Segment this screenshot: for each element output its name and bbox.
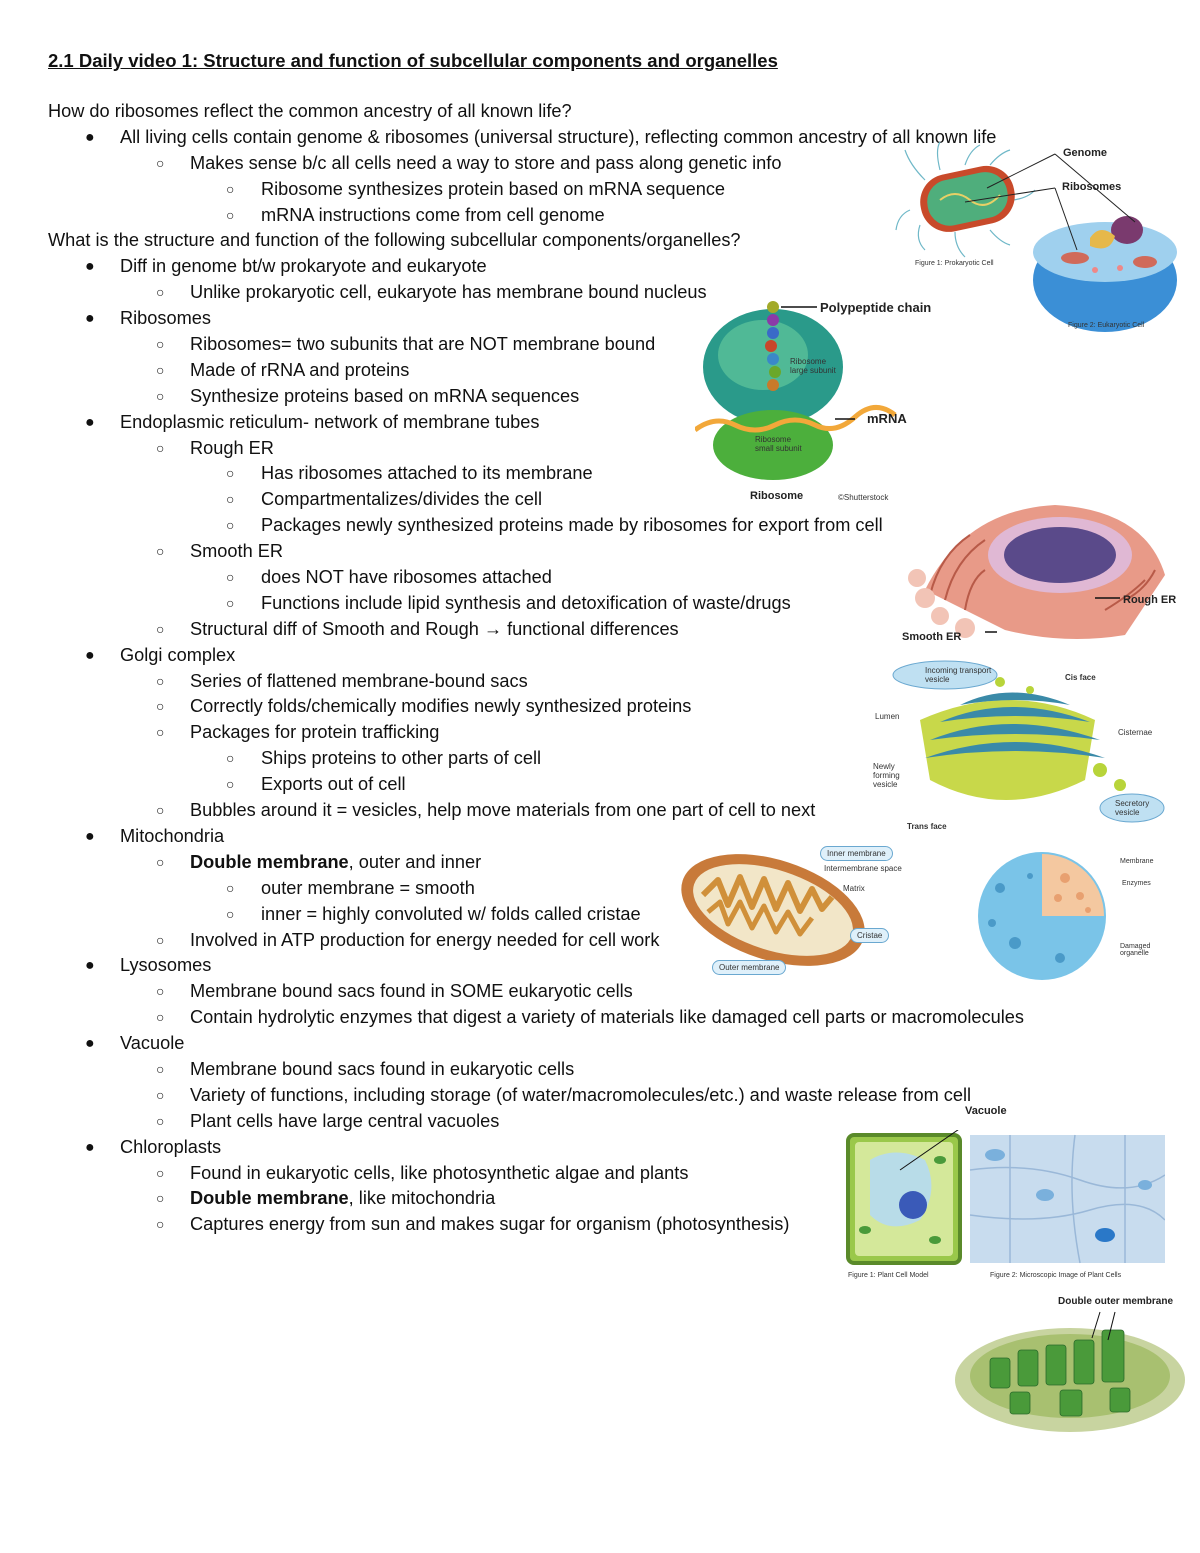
plant-cell-figure xyxy=(845,1130,1165,1270)
line-text: , outer and inner xyxy=(348,851,482,872)
lysosome-figure xyxy=(970,848,1120,983)
line-text: Smooth ER xyxy=(190,541,283,562)
mrna-label: mRNA xyxy=(867,411,907,426)
secretory-vesicle-label: Secretory vesicle xyxy=(1115,799,1150,817)
filled-bullet-marker: ● xyxy=(85,413,95,431)
cis-face-label: Cis face xyxy=(1065,673,1096,682)
line-text: Membrane bound sacs found in SOME eukaryotic cells xyxy=(190,981,633,1002)
filled-bullet-marker: ● xyxy=(85,310,95,328)
cells-figure xyxy=(895,140,1200,335)
trans-face-label: Trans face xyxy=(907,822,947,831)
hollow-bullet-marker: ○ xyxy=(156,698,165,715)
line-text: Endoplasmic reticulum- network of membrane tubes xyxy=(120,411,540,432)
bullet-level-1 xyxy=(48,1031,1158,1057)
rough-er-label: Rough ER xyxy=(1123,594,1177,606)
ribosomes-label: Ribosomes xyxy=(1062,181,1122,193)
line-text: inner = highly convoluted w/ folds called cristae xyxy=(261,903,641,924)
hollow-bullet-marker: ○ xyxy=(156,620,165,637)
line-text: Synthesize proteins based on mRNA sequences xyxy=(190,385,580,406)
bold-term: Double membrane xyxy=(190,851,349,872)
newly-forming-vesicle-label: Newly forming vesicle xyxy=(873,762,900,789)
hollow-bullet-marker: ○ xyxy=(226,491,235,508)
incoming-vesicle-label: Incoming transport vesicle xyxy=(925,666,992,684)
prokaryotic-cell-illustration xyxy=(896,142,1035,257)
hollow-bullet-marker: ○ xyxy=(156,1009,165,1026)
ribosome-credit-label: ©Shutterstock xyxy=(838,493,889,502)
chloroplast-figure xyxy=(950,1300,1200,1440)
filled-bullet-marker: ● xyxy=(85,827,95,845)
line-text: Packages newly synthesized proteins made by ribosomes for export from cell xyxy=(261,515,883,536)
line-text: Plant cells have large central vacuoles xyxy=(190,1110,500,1131)
line-text: Chloroplasts xyxy=(120,1136,222,1157)
hollow-bullet-marker: ○ xyxy=(156,361,165,378)
matrix-label: Matrix xyxy=(843,884,865,893)
hollow-bullet-marker: ○ xyxy=(226,879,235,896)
hollow-bullet-marker: ○ xyxy=(226,905,235,922)
hollow-bullet-marker: ○ xyxy=(226,180,235,197)
bullet-level-3 xyxy=(48,461,1158,487)
filled-bullet-marker: ● xyxy=(85,1035,95,1053)
bullet-level-1 xyxy=(48,410,1158,436)
eukaryotic-cell-illustration xyxy=(1033,216,1177,332)
hollow-bullet-marker: ○ xyxy=(156,154,165,171)
bullet-level-2 xyxy=(48,1005,1158,1031)
double-outer-membrane-label: Double outer membrane xyxy=(1058,1296,1174,1307)
polypeptide-chain-label: Polypeptide chain xyxy=(820,300,932,315)
line-text: Captures energy from sun and makes sugar for organism (photosynthesis) xyxy=(190,1214,790,1235)
line-text: Lysosomes xyxy=(120,955,212,976)
line-text: Makes sense b/c all cells need a way to store and pass along genetic info xyxy=(190,152,782,173)
hollow-bullet-marker: ○ xyxy=(156,439,165,456)
line-text: Ribosome synthesizes protein based on mRNA sequence xyxy=(261,178,726,199)
ribosome-title-label: Ribosome xyxy=(750,490,804,502)
hollow-bullet-marker: ○ xyxy=(156,1086,165,1103)
line-text: Structural diff of Smooth and Rough → functional differences xyxy=(190,618,679,639)
question-line xyxy=(48,99,1158,125)
hollow-bullet-marker: ○ xyxy=(226,776,235,793)
line-text: What is the structure and function of the following subcellular components/organelles? xyxy=(48,230,741,251)
line-text: outer membrane = smooth xyxy=(261,877,475,898)
lysosome-membrane-label: Membrane xyxy=(1120,858,1154,865)
intermembrane-space-label: Intermembrane space xyxy=(824,864,902,873)
line-text: Functions include lipid synthesis and detoxification of waste/drugs xyxy=(261,592,791,613)
line-text: Correctly folds/chemically modifies newly synthesized proteins xyxy=(190,696,692,717)
line-text: Mitochondria xyxy=(120,825,225,846)
hollow-bullet-marker: ○ xyxy=(226,750,235,767)
inner-membrane-label: Inner membrane xyxy=(820,846,893,861)
page-title: 2.1 Daily video 1: Structure and function of subcellular components and organelles xyxy=(48,50,778,71)
bullet-level-2 xyxy=(48,358,1158,384)
bullet-level-2 xyxy=(48,436,1158,462)
damaged-organelle-label: Damaged organelle xyxy=(1120,943,1151,957)
hollow-bullet-marker: ○ xyxy=(156,1112,165,1129)
hollow-bullet-marker: ○ xyxy=(226,206,235,223)
bold-term: Double membrane xyxy=(190,1188,349,1209)
line-text: Bubbles around it = vesicles, help move materials from one part of cell to next xyxy=(190,800,816,821)
hollow-bullet-marker: ○ xyxy=(156,336,165,353)
line-text: Ribosomes xyxy=(120,308,211,329)
hollow-bullet-marker: ○ xyxy=(156,543,165,560)
bullet-level-2 xyxy=(48,1057,1158,1083)
filled-bullet-marker: ● xyxy=(85,258,95,276)
hollow-bullet-marker: ○ xyxy=(226,465,235,482)
bullet-level-2 xyxy=(48,332,1158,358)
mitochondrion-figure xyxy=(668,840,903,980)
hollow-bullet-marker: ○ xyxy=(156,672,165,689)
cisternae-label: Cisternae xyxy=(1118,728,1153,737)
hollow-bullet-marker: ○ xyxy=(156,1190,165,1207)
prokaryotic-caption: Figure 1: Prokaryotic Cell xyxy=(915,260,994,267)
line-text: How do ribosomes reflect the common ancestry of all known life? xyxy=(48,101,572,121)
hollow-bullet-marker: ○ xyxy=(156,983,165,1000)
hollow-bullet-marker: ○ xyxy=(226,569,235,586)
smooth-er-label: Smooth ER xyxy=(902,631,962,643)
filled-bullet-marker: ● xyxy=(85,957,95,975)
filled-bullet-marker: ● xyxy=(85,1138,95,1156)
line-text: , like mitochondria xyxy=(348,1188,496,1209)
line-text: Has ribosomes attached to its membrane xyxy=(261,463,593,484)
genome-label: Genome xyxy=(1063,147,1108,159)
ribosome-large-subunit-label: Ribosome large subunit xyxy=(790,357,836,375)
hollow-bullet-marker: ○ xyxy=(156,1060,165,1077)
plant-cell-image-caption: Figure 2: Microscopic Image of Plant Cells xyxy=(990,1272,1122,1279)
line-text: Ribosomes= two subunits that are NOT membrane bound xyxy=(190,334,656,355)
line-text: Variety of functions, including storage (of water/macromolecules/etc.) and waste release from cell xyxy=(190,1084,972,1105)
line-text: Ships proteins to other parts of cell xyxy=(261,748,542,769)
line-text: Golgi complex xyxy=(120,644,236,665)
filled-bullet-marker: ● xyxy=(85,128,95,146)
line-text: Involved in ATP production for energy needed for cell work xyxy=(190,929,660,950)
eukaryotic-caption: Figure 2: Eukaryotic Cell xyxy=(1068,322,1145,329)
hollow-bullet-marker: ○ xyxy=(226,517,235,534)
bullet-level-2 xyxy=(48,979,1158,1005)
line-text: All living cells contain genome & ribosomes (universal structure), reflecting common ancestry of all known life xyxy=(120,126,997,147)
hollow-bullet-marker: ○ xyxy=(156,1216,165,1233)
line-text: Packages for protein trafficking xyxy=(190,722,440,743)
line-text: Diff in genome bt/w prokaryote and eukaryote xyxy=(120,256,487,277)
line-text: Compartmentalizes/divides the cell xyxy=(261,489,543,510)
cristae-label: Cristae xyxy=(850,928,889,943)
line-text: Made of rRNA and proteins xyxy=(190,359,410,380)
ribosome-small-subunit-label: Ribosome small subunit xyxy=(755,435,802,453)
plant-cell-model-caption: Figure 1: Plant Cell Model xyxy=(848,1272,929,1279)
hollow-bullet-marker: ○ xyxy=(156,724,165,741)
line-text: Rough ER xyxy=(190,437,274,458)
line-text: Membrane bound sacs found in eukaryotic cells xyxy=(190,1058,575,1079)
hollow-bullet-marker: ○ xyxy=(156,802,165,819)
ribosome-figure xyxy=(695,295,925,510)
filled-bullet-marker: ● xyxy=(85,646,95,664)
er-figure xyxy=(905,500,1200,650)
hollow-bullet-marker: ○ xyxy=(156,1164,165,1181)
line-text: Found in eukaryotic cells, like photosynthetic algae and plants xyxy=(190,1162,689,1183)
enzymes-label: Enzymes xyxy=(1122,880,1151,887)
hollow-bullet-marker: ○ xyxy=(226,594,235,611)
line-text: Contain hydrolytic enzymes that digest a variety of materials like damaged cell parts or macromolecules xyxy=(190,1007,1024,1028)
outer-membrane-label: Outer membrane xyxy=(712,960,786,975)
line-text: Series of flattened membrane-bound sacs xyxy=(190,670,528,691)
lumen-label: Lumen xyxy=(875,712,900,721)
line-text: mRNA instructions come from cell genome xyxy=(261,204,605,225)
hollow-bullet-marker: ○ xyxy=(156,387,165,404)
bullet-level-2 xyxy=(48,384,1158,410)
hollow-bullet-marker: ○ xyxy=(156,931,165,948)
line-text: Exports out of cell xyxy=(261,774,406,795)
vacuole-label: Vacuole xyxy=(965,1105,1007,1117)
line-text: Unlike prokaryotic cell, eukaryote has membrane bound nucleus xyxy=(190,282,707,303)
line-text: does NOT have ribosomes attached xyxy=(261,567,552,588)
line-text: Vacuole xyxy=(120,1033,185,1054)
hollow-bullet-marker: ○ xyxy=(156,284,165,301)
hollow-bullet-marker: ○ xyxy=(156,853,165,870)
